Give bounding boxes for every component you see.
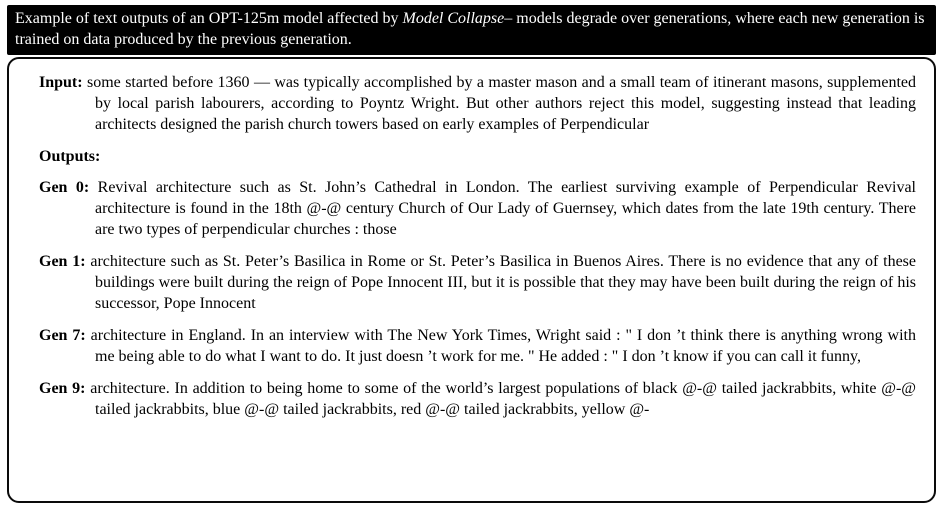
gen9-text: architecture. In addition to being home to some of the world’s largest populations of black @-@ tailed jackrabbits, white @-@ tailed jackrabbits, blue @-@ tailed jackrabbits, red @-@ tailed jackrabbits, yellow @- — [90, 380, 917, 418]
gen7-label: Gen 7: — [39, 327, 86, 344]
caption-italic-term: Model Collapse — [402, 10, 505, 27]
outputs-label: Outputs: — [39, 148, 101, 165]
caption-text-part2: – models degrade over generations, where each new generation is trained on data produced by the previous generation. — [15, 10, 925, 48]
example-text-box — [7, 57, 936, 503]
gen7-text: architecture in England. In an interview with The New York Times, Wright said : " I don ’t think there is anything wrong with me being able to do what I want to do. It just doesn ’t work for me. " He added : " I don ’t know if you can call it funny, — [90, 327, 917, 365]
caption-text-part1: Example of text outputs of an OPT-125m model affected by — [15, 10, 403, 27]
input-label: Input: — [39, 74, 83, 91]
input-text: some started before 1360 — was typically accomplished by a master mason and a small team of itinerant masons, supplemented by local parish labourers, according to Poyntz Wright. But other authors reject this model, suggesting instead that leading architects designed the parish church towers based on early examples of Perpendicular — [87, 74, 917, 133]
gen1-label: Gen 1: — [39, 253, 86, 270]
gen0-text: Revival architecture such as St. John’s Cathedral in London. The earliest surviving example of Perpendicular Revival architecture is found in the 18th @-@ century Church of Our Lady of Guernsey, which dates from the late 19th century. There are two types of perpendicular churches : those — [95, 179, 916, 238]
gen1-text: architecture such as St. Peter’s Basilica in Rome or St. Peter’s Basilica in Buenos Aires. There is no evidence that any of these buildings were built during the reign of Pope Innocent III, but it is possible that they may have been built during the reign of his successor, Pope Innocent — [90, 253, 917, 312]
gen9-label: Gen 9: — [39, 380, 86, 397]
outputs-heading — [39, 146, 916, 167]
input-paragraph — [39, 72, 916, 135]
figure-caption-bar — [7, 5, 936, 55]
gen0-paragraph — [39, 177, 916, 240]
gen7-paragraph — [39, 325, 916, 367]
gen0-label: Gen 0: — [39, 179, 90, 196]
gen9-paragraph — [39, 378, 916, 420]
gen1-paragraph — [39, 251, 916, 314]
